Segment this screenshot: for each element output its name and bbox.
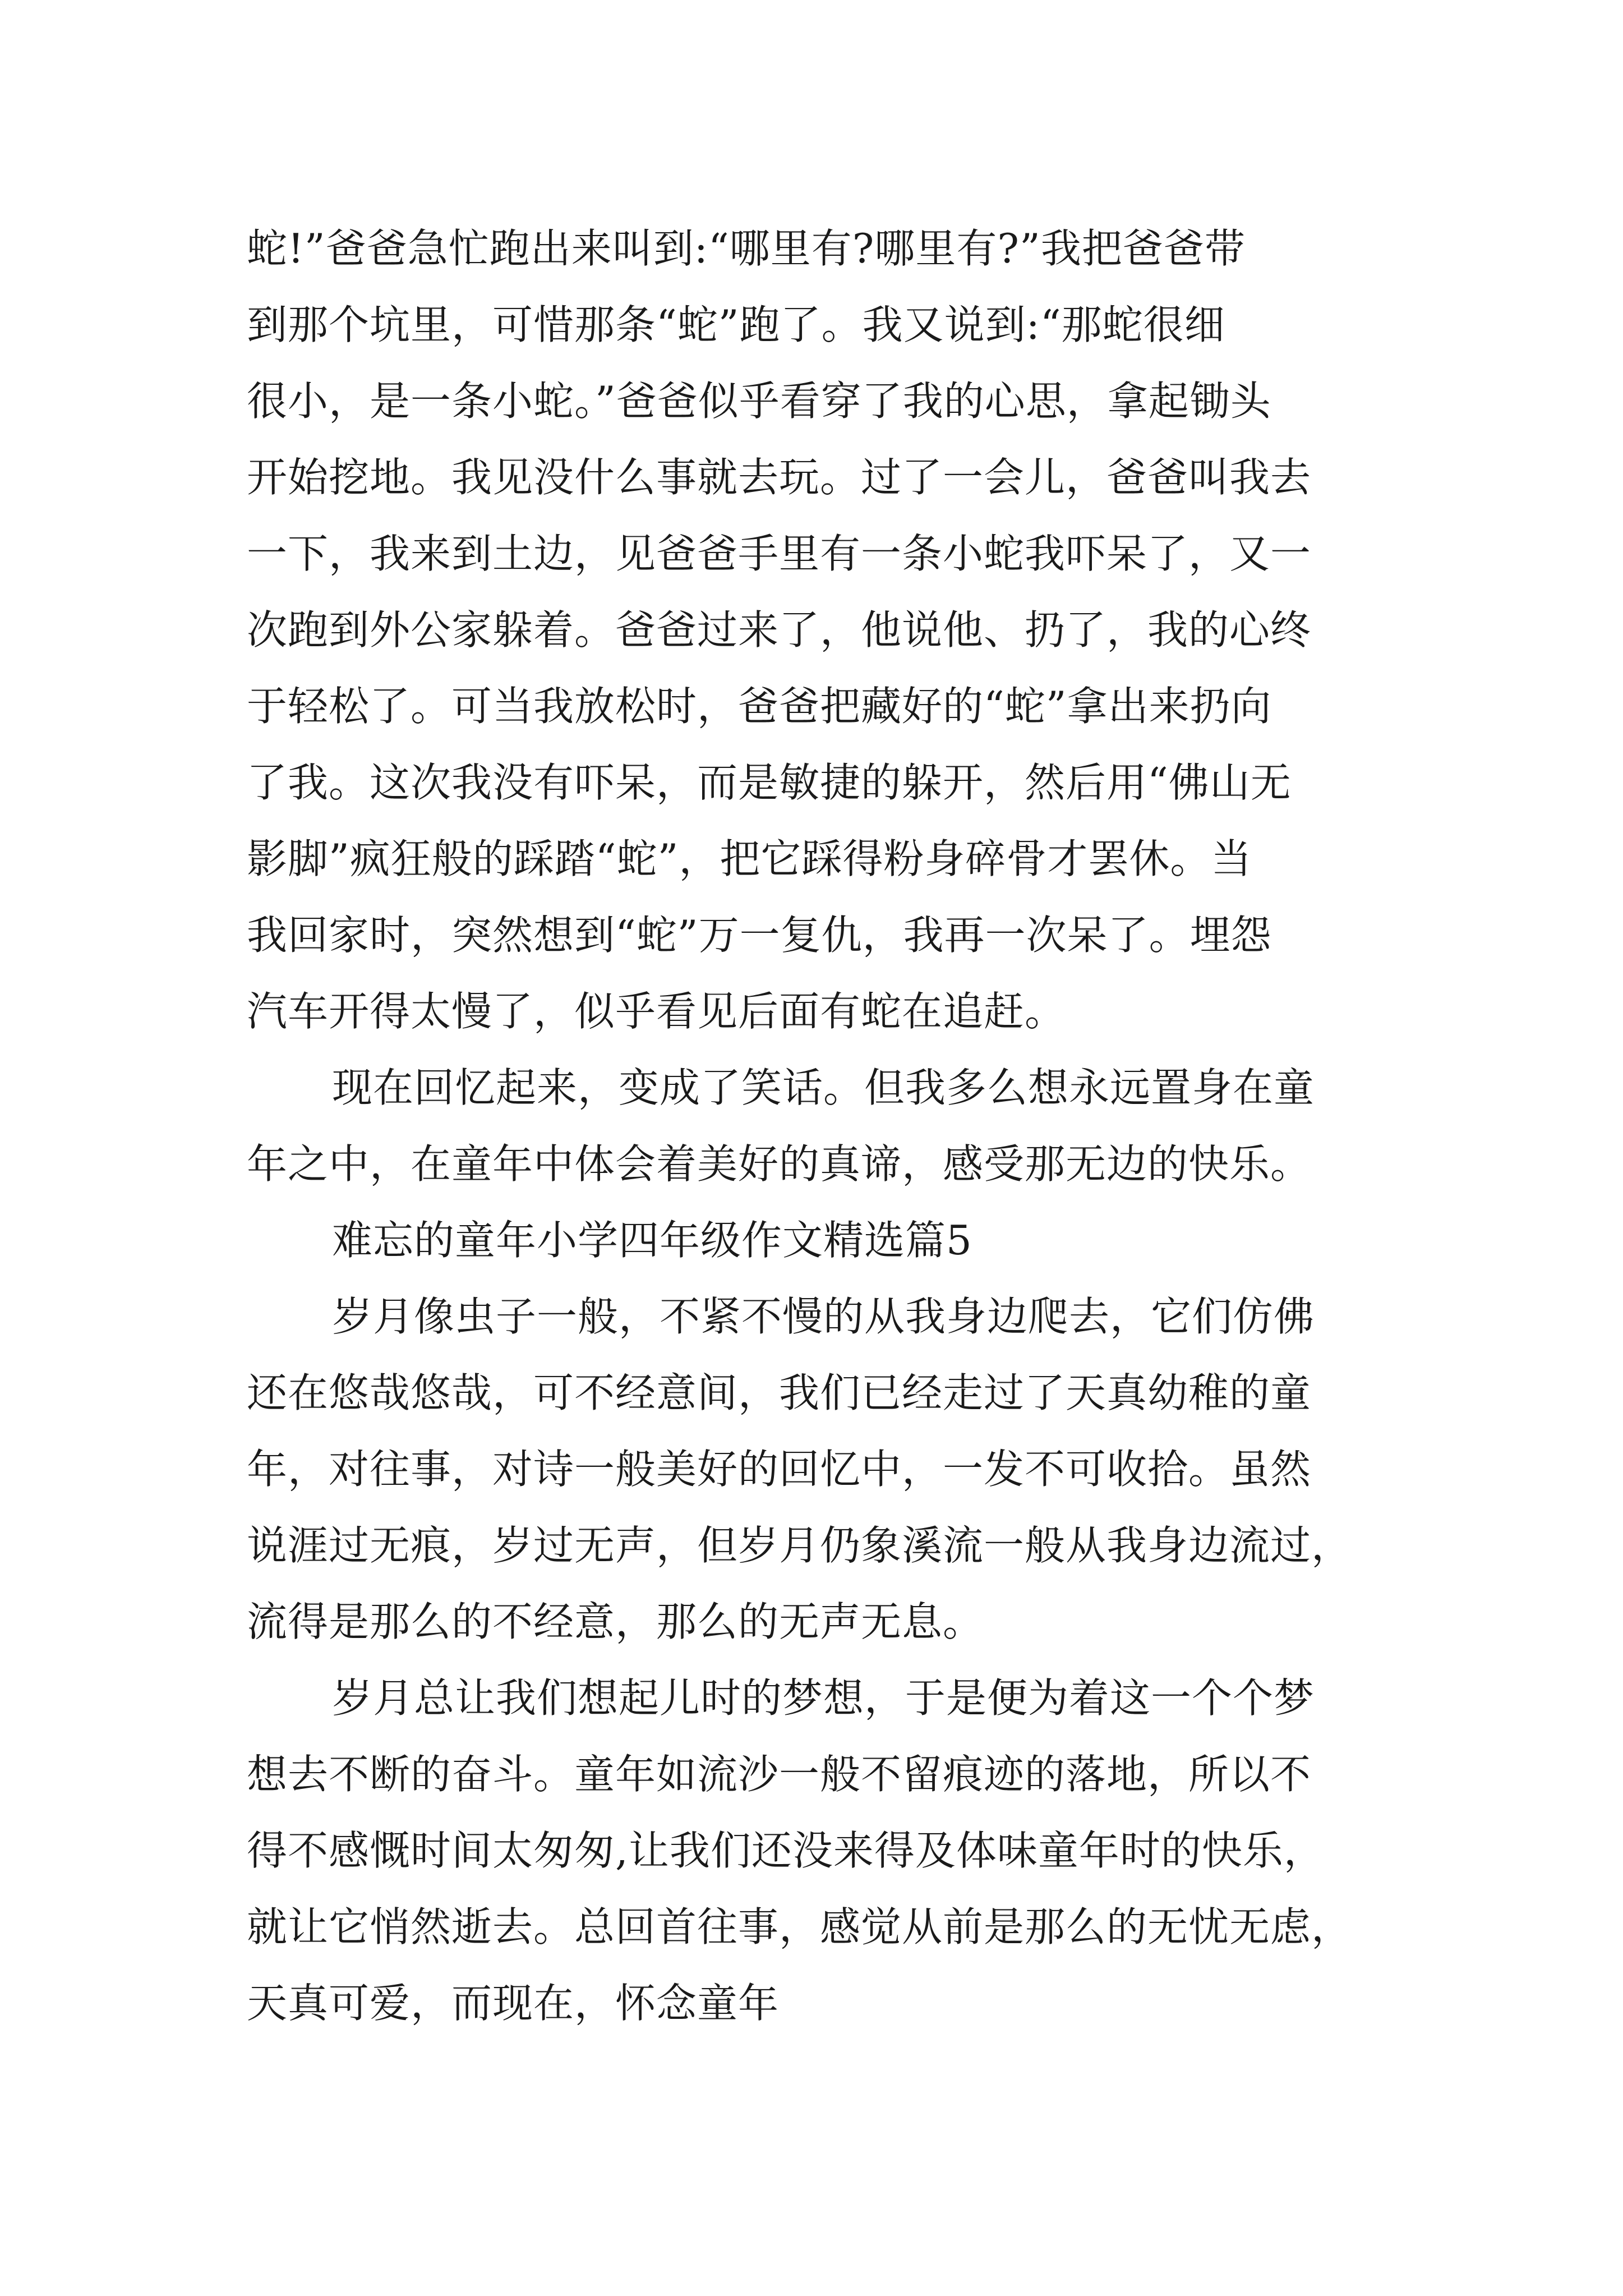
text-line: 蛇!”爸爸急忙跑出来叫到:“哪里有?哪里有?”我把爸爸带 xyxy=(247,225,1246,272)
paragraph-start-line: 现在回忆起来，变成了笑话。但我多么想永远置身在童 xyxy=(332,1064,1315,1111)
text-line: 天真可爱，而现在，怀念童年 xyxy=(247,1980,780,2027)
text-line: 次跑到外公家躲着。爸爸过来了，他说他、扔了，我的心终 xyxy=(247,606,1312,654)
text-line: 年之中，在童年中体会着美好的真谛，感受那无边的快乐。 xyxy=(247,1140,1312,1188)
text-line: 于轻松了。可当我放松时，爸爸把藏好的“蛇”拿出来扔向 xyxy=(247,683,1272,730)
text-line: 汽车开得太慢了，似乎看见后面有蛇在追赶。 xyxy=(247,988,1066,1035)
text-line: 就让它悄然逝去。总回首往事，感觉从前是那么的无忧无虑， xyxy=(247,1903,1353,1950)
text-line: 了我。这次我没有吓呆，而是敏捷的躲开，然后用“佛山无 xyxy=(247,759,1292,806)
document-body xyxy=(247,210,1385,2041)
paragraph-start-line: 岁月总让我们想起儿时的梦想，于是便为着这一个个梦 xyxy=(332,1674,1315,1722)
section-heading: 难忘的童年小学四年级作文精选篇5 xyxy=(332,1217,972,1264)
text-line: 很小，是一条小蛇。”爸爸似乎看穿了我的心思，拿起锄头 xyxy=(247,378,1271,425)
text-line: 年，对往事，对诗一般美好的回忆中，一发不可收拾。虽然 xyxy=(247,1446,1312,1493)
paragraph-start-line: 岁月像虫子一般，不紧不慢的从我身边爬去，它们仿佛 xyxy=(332,1293,1315,1340)
text-line: 流得是那么的不经意，那么的无声无息。 xyxy=(247,1598,984,1645)
text-line: 我回家时，突然想到“蛇”万一复仇，我再一次呆了。埋怨 xyxy=(247,912,1272,959)
text-line: 开始挖地。我见没什么事就去玩。过了一会儿，爸爸叫我去 xyxy=(247,454,1312,501)
text-line: 到那个坑里，可惜那条“蛇”跑了。我又说到:“那蛇很细 xyxy=(247,301,1225,348)
text-line: 想去不断的奋斗。童年如流沙一般不留痕迹的落地，所以不 xyxy=(247,1751,1312,1798)
text-line: 还在悠哉悠哉，可不经意间，我们已经走过了天真幼稚的童 xyxy=(247,1369,1312,1416)
text-line: 得不感慨时间太匆匆,让我们还没来得及体味童年时的快乐， xyxy=(247,1827,1325,1874)
text-line: 说涯过无痕，岁过无声，但岁月仍象溪流一般从我身边流过， xyxy=(247,1522,1353,1569)
text-line: 一下，我来到土边，见爸爸手里有一条小蛇我吓呆了，又一 xyxy=(247,530,1312,577)
text-line: 影脚”疯狂般的踩踏“蛇”，把它踩得粉身碎骨才罢休。当 xyxy=(247,835,1252,882)
